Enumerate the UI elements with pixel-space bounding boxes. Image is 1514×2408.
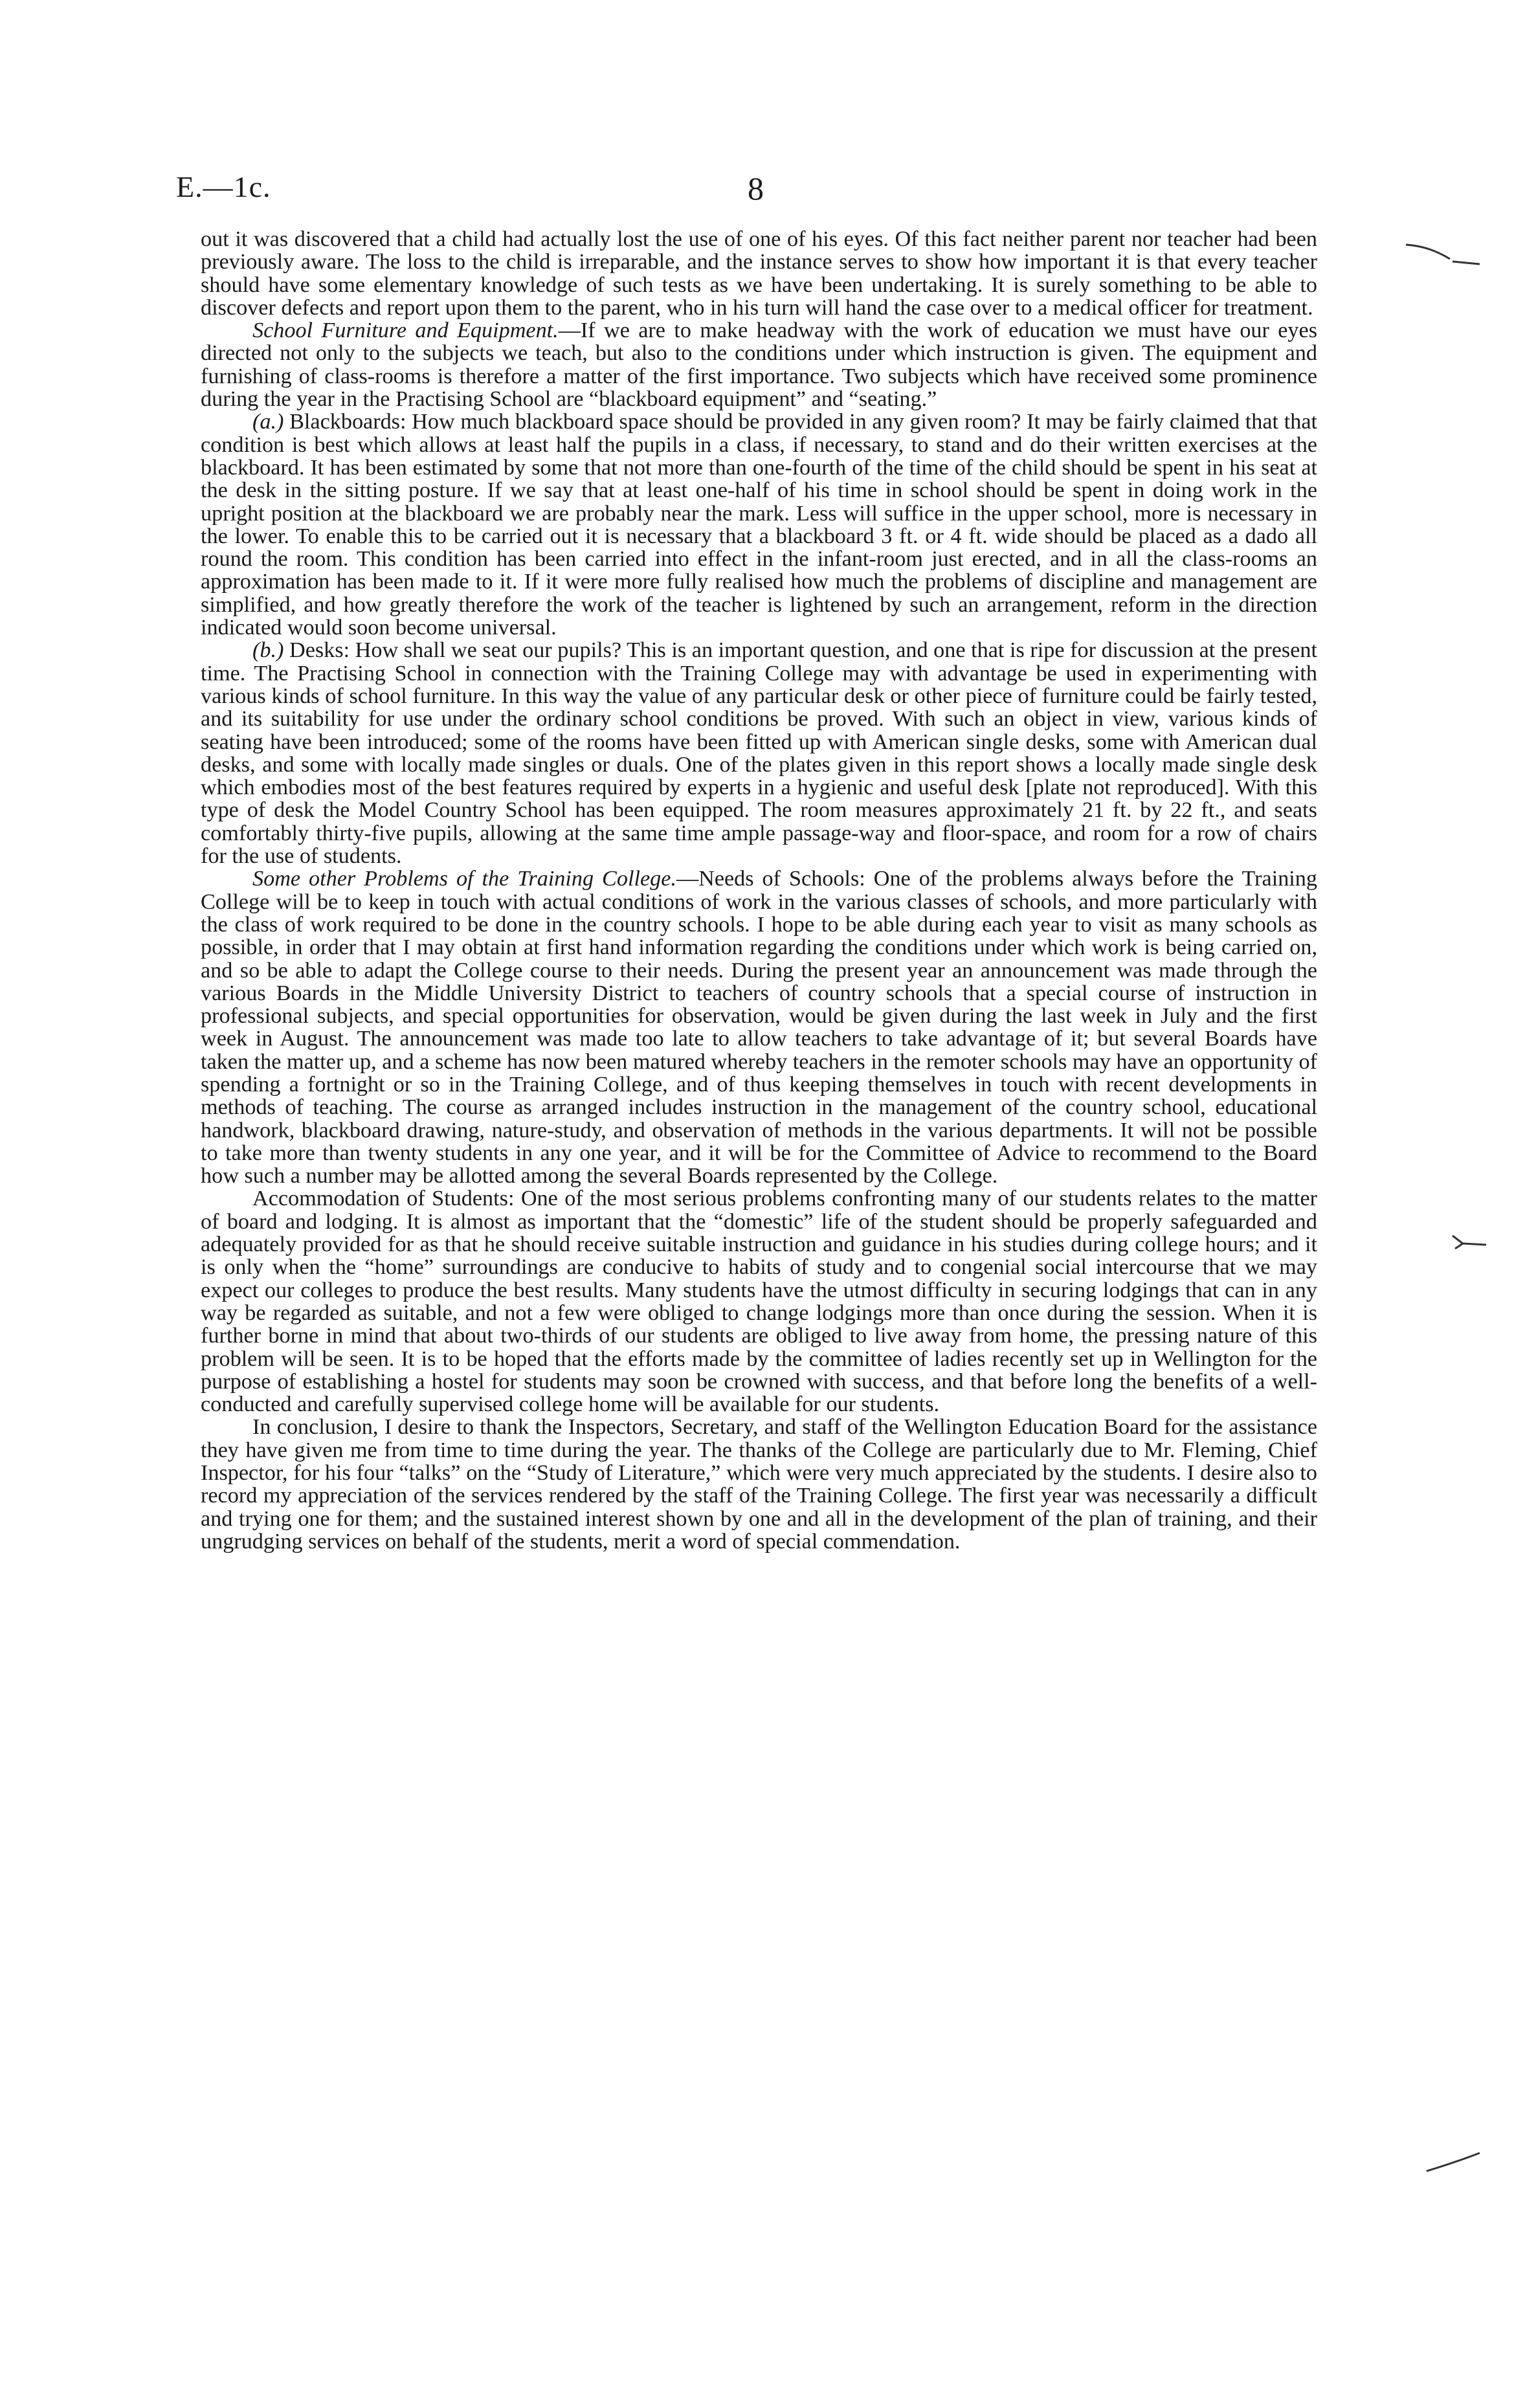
paragraph-text: Accommodation of Students: One of the most serious problems confronting many of our students relates to the matter of board and lodging. It is almost as important that the “domestic” life of the student should be properly safeguarded and adequately provided for as that he should receive suitable instruction and guidance in his studies during college hours; and it is only when the “home” surroundings are conducive to habits of study and to congenial social intercourse that we may expect our colleges to produce the best results. Many students have the utmost difficulty in securing lodgings that can in any way be regarded as suitable, and not a few were obliged to change lodgings more than once during the session. When it is further borne in mind that about two-thirds of our students are obliged to live away from home, the pressing nature of this problem will be seen. It is to be hoped that the efforts made by the committee of ladies recently set up in Wellington for the purpose of establishing a hostel for students may soon be crowned with success, and that before long the benefits of a well-conducted and carefully supervised college home will be available for our students. [201,1187,1317,1417]
paragraph-school-furniture [201,319,1317,410]
paragraph-text: Blackboards: How much blackboard space should be provided in any given room? It may be fairly claimed that that condition is best which allows at least half the pupils in a class, if necessary, to stand and do their written exercises at the blackboard. It has been estimated by some that not more than one-fourth of the time of the child should be spent in his seat at the desk in the sitting posture. If we say that at least one-half of his time in school should be spent in doing work in the upright position at the blackboard we are probably near the mark. Less will suffice in the upper school, more is necessary in the lower. To enable this to be carried out it is necessary that a blackboard 3 ft. or 4 ft. wide should be placed as a dado all round the room. This condition has been carried into effect in the infant-room just erected, and in all the class-rooms an approximation has been made to it. If it were more fully realised how much the problems of discipline and management are simplified, and how greatly therefore the work of the teacher is lightened by such an arrangement, reform in the direction indicated would soon become universal. [201,410,1317,640]
paragraph-blackboards [201,410,1317,639]
section-heading: Some other Problems of the Training College. [252,867,676,891]
paragraph-text: out it was discovered that a child had actually lost the use of one of his eyes. Of this fact neither parent nor teacher had been previously aware. The loss to the child is irreparable, and the instance serves to show how important it is that every teacher should have some elementary knowledge of such tests as we have been undertaking. It is surely something to be able to discover defects and report upon them to the parent, who in his turn will hand the case over to a medical officer for treatment. [201,227,1317,320]
paragraph-text: —If we are to make headway with the work of education we must have our eyes directed not only to the subjects we teach, but also to the conditions under which instruction is given. The equipment and furnishing of class-rooms is therefore a matter of the first importance. Two subjects which have received some prominence during the year in the Practising School are “blackboard equipment” and “seating.” [201,318,1317,412]
paragraph-accommodation [201,1187,1317,1416]
paragraph-conclusion [201,1416,1317,1553]
item-marker: (a.) [252,410,284,434]
document-reference: E.—1c. [176,170,271,203]
item-marker: (b.) [252,638,284,663]
section-heading: School Furniture and Equipment. [252,318,559,343]
page-header [176,170,1335,208]
paragraph-text: —Needs of Schools: One of the problems always before the Training College will be to keep in touch with actual conditions of work in the various classes of schools, and more particularly with the class of work required to be done in the country schools. I hope to be able during each year to visit as many schools as possible, in order that I may obtain at first hand information regarding the conditions under which work is being carried on, and so be able to adapt the College course to their needs. During the present year an announcement was made through the various Boards in the Middle University District to teachers of country schools that a special course of instruction in professional subjects, and special opportunities for observation, would be given during the last week in July and the first week in August. The announcement was made too late to allow teachers to take advantage of it; but several Boards have taken the matter up, and a scheme has now been matured whereby teachers in the remoter schools may have an opportunity of spending a fortnight or so in the Training College, and of thus keeping themselves in touch with recent developments in methods of teaching. The course as arranged includes instruction in the management of the country school, educational handwork, blackboard drawing, nature-study, and observation of methods in the various departments. It will not be possible to take more than twenty students in any one year, and it will be for the Committee of Advice to recommend to the Board how such a number may be allotted among the several Boards represented by the College. [201,867,1317,1188]
margin-scan-mark [1424,2149,1482,2175]
paragraph-text: In conclusion, I desire to thank the Inspectors, Secretary, and staff of the Wellington Education Board for the assistance they have given me from time to time during the year. The thanks of the College are particularly due to Mr. Fleming, Chief Inspector, for his four “talks” on the “Study of Literature,” which were very much appreciated by the students. I desire also to record my appreciation of the services rendered by the staff of the Training College. The first year was necessarily a difficult and trying one for them; and the sustained interest shown by one and all in the development of the plan of training, and their ungrudging services on behalf of the students, merit a word of special commendation. [201,1415,1317,1554]
margin-scan-mark [1450,1233,1489,1253]
page-number: 8 [748,170,764,206]
paragraph-eye-test [201,228,1317,319]
paragraph-desks [201,639,1317,867]
body-text [201,228,1317,1553]
paragraph-other-problems [201,867,1317,1187]
margin-scan-mark [1405,240,1482,272]
paragraph-text: Desks: How shall we seat our pupils? This is an important question, and one that is ripe for discussion at the present time. The Practising School in connection with the Training College may with advantage be used in experimenting with various kinds of school furniture. In this way the value of any particular desk or other piece of furniture could be fairly tested, and its suitability for use under the ordinary school conditions be proved. With such an object in view, various kinds of seating have been introduced; some of the rooms have been fitted up with American single desks, some with American dual desks, and some with locally made singles or duals. One of the plates given in this report shows a locally made single desk which embodies most of the best features required by experts in a hygienic and useful desk [plate not reproduced]. With this type of desk the Model Country School has been equipped. The room measures approximately 21 ft. by 22 ft., and seats comfortably thirty-five pupils, allowing at the same time ample passage-way and floor-space, and room for a row of chairs for the use of students. [201,638,1317,869]
